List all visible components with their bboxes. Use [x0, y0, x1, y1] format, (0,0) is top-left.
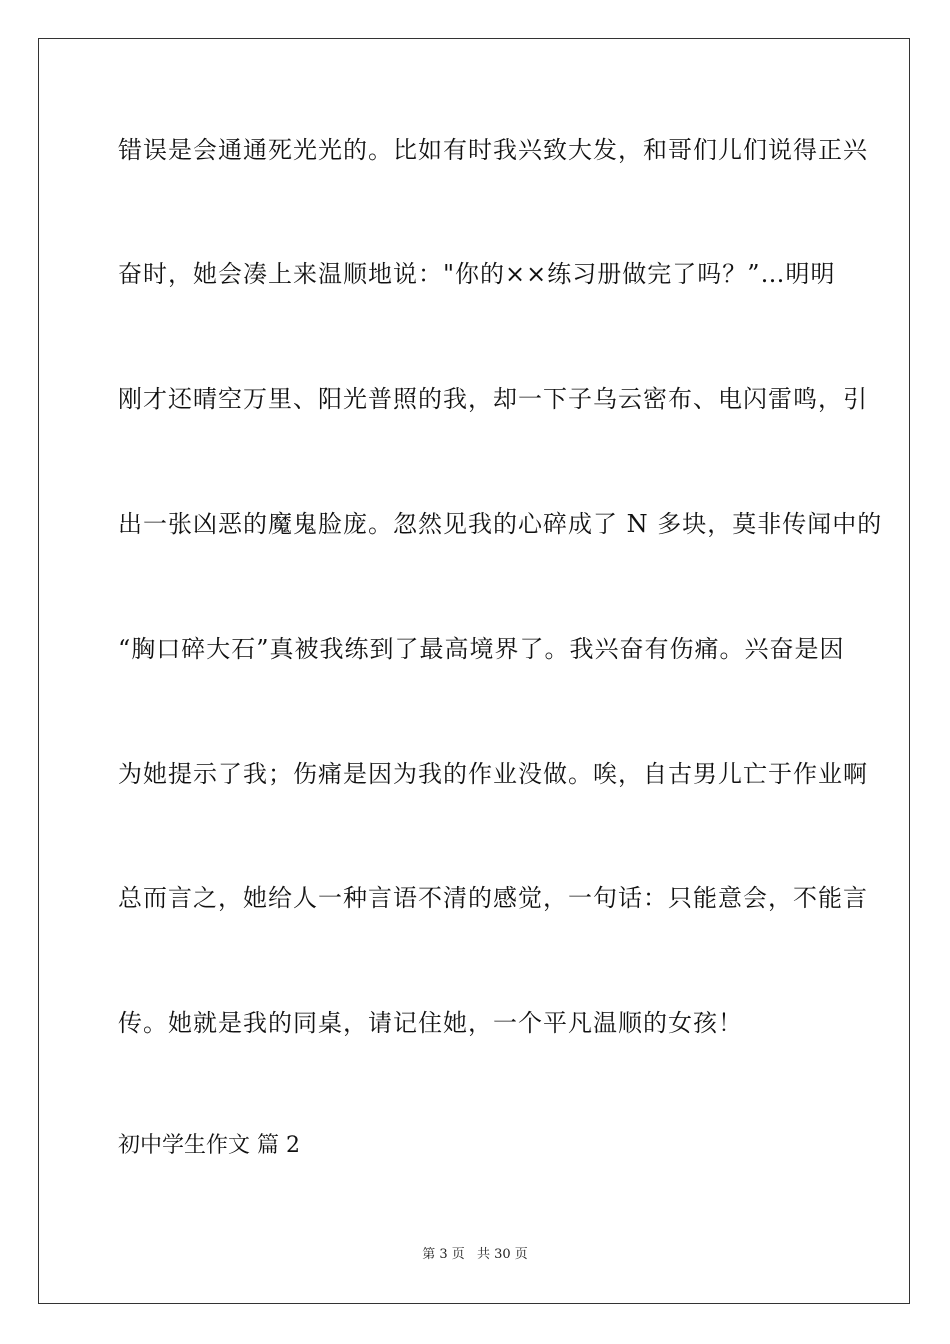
body-line-8: 传。她就是我的同桌，请记住她，一个平凡温顺的女孩！: [118, 1009, 743, 1037]
body-line-7: 总而言之，她给人一种言语不清的感觉，一句话：只能意会，不能言: [118, 884, 868, 912]
page-number: 第 3 页: [422, 1247, 465, 1262]
body-line-3: 刚才还晴空万里、阳光普照的我，却一下子乌云密布、电闪雷鸣，引: [118, 385, 868, 413]
page-footer: [0, 1246, 950, 1264]
body-line-5: “胸口碎大石”真被我练到了最高境界了。我兴奋有伤痛。兴奋是因: [118, 635, 845, 663]
body-line-2: 奋时，她会凑上来温顺地说："你的××练习册做完了吗？”…明明: [118, 260, 836, 288]
page-total: 共 30 页: [476, 1247, 528, 1262]
page-border: [38, 38, 910, 1304]
body-line-4: 出一张凶恶的魔鬼脸庞。忽然见我的心碎成了 N 多块，莫非传闻中的: [118, 510, 883, 538]
body-line-1: 错误是会通通死光光的。比如有时我兴致大发，和哥们儿们说得正兴: [118, 136, 868, 164]
body-line-6: 为她提示了我；伤痛是因为我的作业没做。唉，自古男儿亡于作业啊: [118, 760, 868, 788]
section-heading: 初中学生作文 篇 2: [118, 1133, 300, 1158]
